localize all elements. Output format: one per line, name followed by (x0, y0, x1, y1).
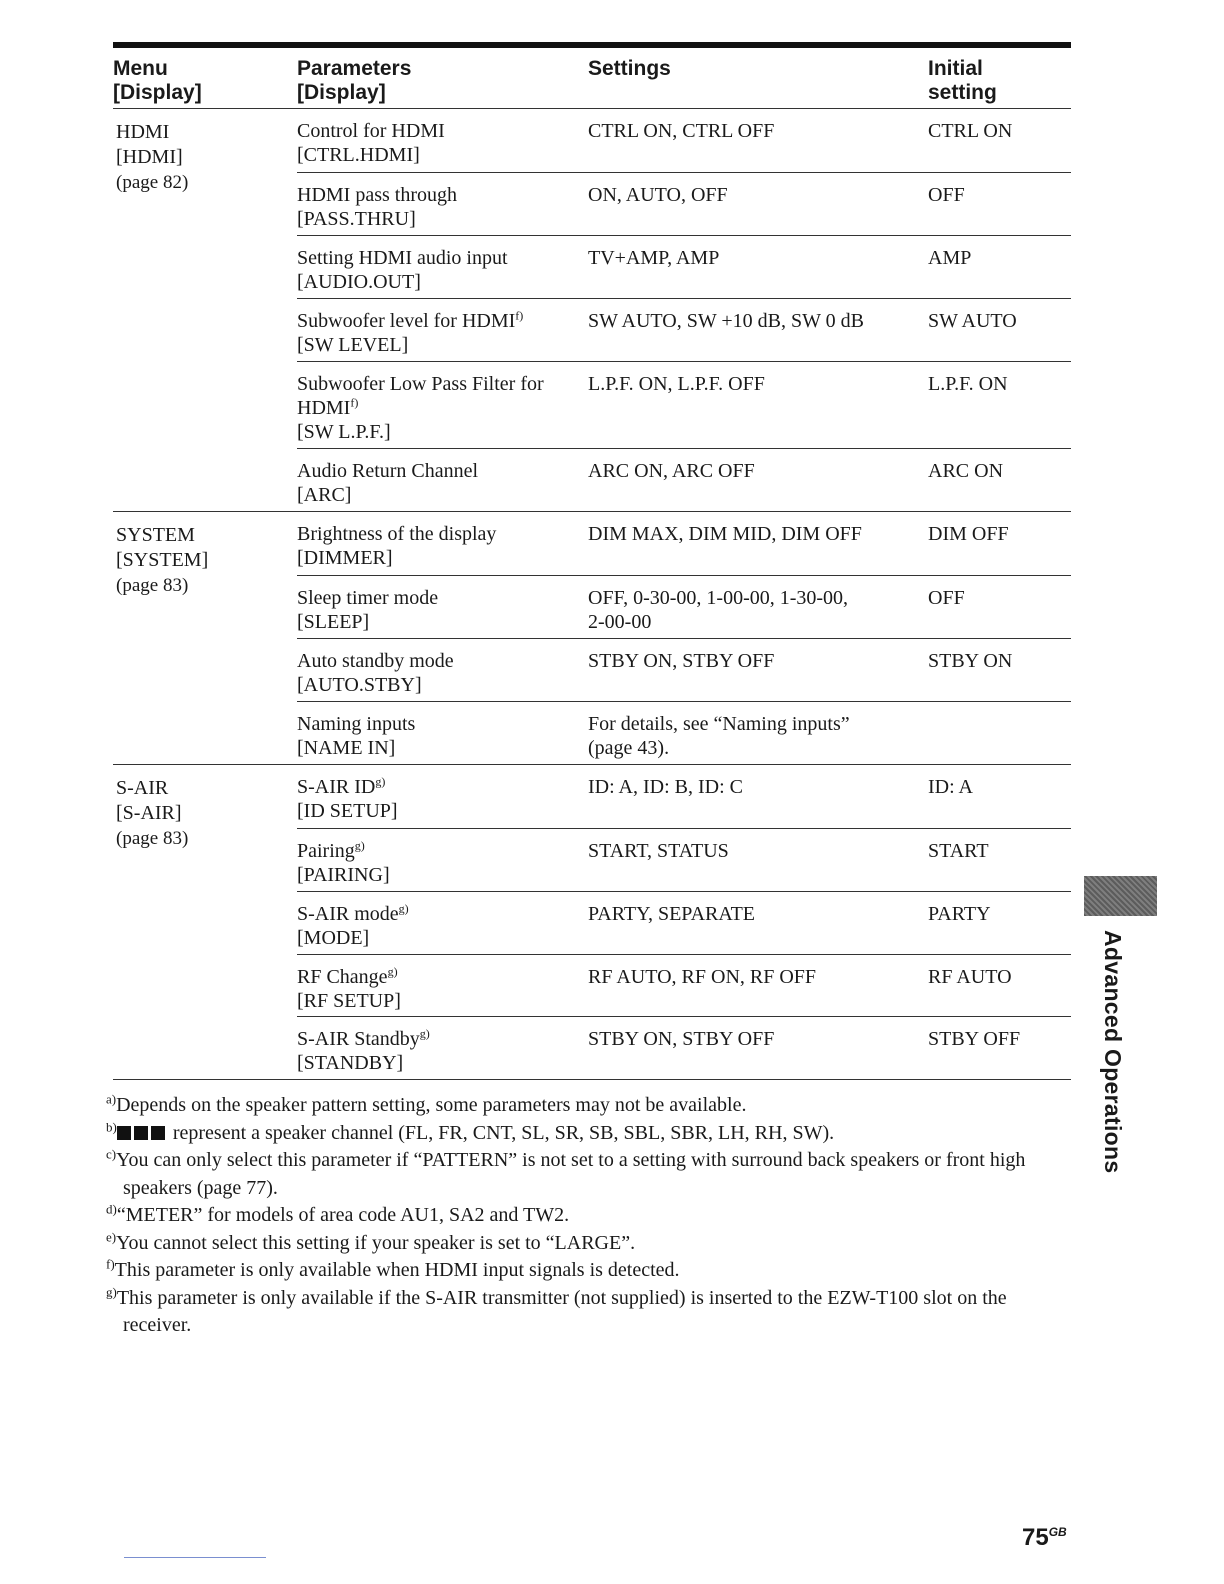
parameter-name-line (297, 396, 588, 420)
parameter-name-line (297, 775, 588, 799)
initial-setting-cell: ID: A (928, 776, 973, 798)
header-menu: Menu [Display] (113, 57, 202, 104)
parameter-name: Naming inputs (297, 713, 416, 735)
settings-cell: L.P.F. ON, L.P.F. OFF (588, 373, 765, 395)
parameter-name-line (297, 183, 588, 207)
parameter-name: Sleep timer mode (297, 587, 439, 609)
footnote-mark: d) (106, 1201, 117, 1217)
square-glyph (134, 1126, 148, 1140)
parameter-cell (297, 639, 588, 701)
footnote (106, 1202, 1066, 1230)
menu-group (113, 109, 1071, 512)
footnote-text: represent a speaker channel (FL, FR, CNT, SL, SR, SB, SBL, SBR, LH, RH, SW). (172, 1121, 835, 1144)
footnote-text: This parameter is only available if the S-AIR transmitter (not supplied) is inserted to the EZW-T100 slot on the receiver. (116, 1286, 1007, 1336)
settings-cell: DIM MAX, DIM MID, DIM OFF (588, 523, 862, 545)
settings-cell: ID: A, ID: B, ID: C (588, 776, 743, 798)
settings-cell: RF AUTO, RF ON, RF OFF (588, 966, 817, 988)
parameter-cell (297, 299, 588, 361)
footnote (106, 1285, 1066, 1340)
initial-setting-cell: DIM OFF (928, 523, 1009, 545)
settings-cell: STBY ON, STBY OFF (588, 1028, 775, 1050)
initial-setting-cell: AMP (928, 247, 972, 269)
menu-group (113, 512, 1071, 765)
footnote-text: Depends on the speaker pattern setting, some parameters may not be available. (116, 1094, 747, 1116)
parameter-name: RF Change (297, 966, 388, 988)
table-row (297, 575, 1071, 638)
parameter-display: [CTRL.HDMI] (297, 144, 420, 166)
footnote-text: You can only select this parameter if “PATTERN” is not set to a setting with surround back speakers or front high speakers (page 77). (116, 1149, 1026, 1199)
header-parameters: Parameters [Display] (297, 57, 412, 104)
header-settings: Settings (588, 57, 671, 80)
initial-setting-cell: START (928, 840, 989, 862)
initial-setting-cell: OFF (928, 587, 965, 609)
parameter-rows (297, 765, 1071, 1079)
footnote-ref: g) (419, 1026, 430, 1041)
parameter-rows (297, 109, 1071, 511)
parameter-name: S-AIR ID (297, 776, 376, 798)
parameter-display: [SLEEP] (297, 611, 370, 633)
menu-cell (113, 765, 297, 1079)
footnote-ref: f) (350, 395, 359, 410)
table-header (113, 48, 1071, 109)
table-row (297, 172, 1071, 235)
parameter-name-line (297, 246, 588, 270)
parameter-name: Control for HDMI (297, 120, 445, 142)
menu-cell (113, 512, 297, 764)
footnote (106, 1230, 1066, 1258)
table-row (297, 638, 1071, 701)
parameter-display: [ID SETUP] (297, 800, 398, 822)
parameter-display: [ARC] (297, 484, 352, 506)
parameter-display: [SW L.P.F.] (297, 421, 391, 443)
menu-name: HDMI [HDMI] (116, 121, 183, 168)
settings-cell: TV+AMP, AMP (588, 247, 720, 269)
parameter-display: [PAIRING] (297, 864, 390, 886)
parameter-name-line (297, 1027, 588, 1051)
section-tab-marker (1084, 876, 1157, 916)
footnote-ref: g) (398, 901, 409, 916)
parameter-display: [RF SETUP] (297, 990, 401, 1012)
parameter-cell (297, 702, 588, 764)
table-body (113, 109, 1071, 1080)
parameter-name-line (297, 522, 588, 546)
menu-group (113, 765, 1071, 1080)
bottom-rule (124, 1557, 266, 1558)
parameter-rows (297, 512, 1071, 764)
parameter-name: S-AIR mode (297, 903, 399, 925)
initial-setting-cell: SW AUTO (928, 310, 1017, 332)
parameter-name: Subwoofer level for HDMI (297, 310, 516, 332)
parameter-name: HDMI pass through (297, 184, 457, 206)
table-row (297, 765, 1071, 828)
table-row (297, 361, 1071, 448)
parameter-cell (297, 576, 588, 638)
menu-page-ref: (page 83) (116, 828, 189, 849)
table-row (297, 828, 1071, 891)
parameter-cell (297, 109, 588, 172)
parameter-name-line (297, 459, 588, 483)
footnote-mark: e) (106, 1228, 117, 1244)
table-row (297, 448, 1071, 511)
section-side-label-text: Advanced Operations (1100, 930, 1126, 1174)
footnote-mark: g) (106, 1283, 117, 1299)
footnote (106, 1092, 1066, 1120)
settings-cell: For details, see “Naming inputs” (page 43). (588, 713, 850, 759)
menu-page-ref: (page 82) (116, 172, 189, 193)
table-row (297, 891, 1071, 954)
parameter-name-line (297, 309, 588, 333)
table-row (297, 1016, 1071, 1079)
parameter-name: Audio Return Channel (297, 460, 479, 482)
settings-cell: OFF, 0-30-00, 1-00-00, 1-30-00, 2-00-00 (588, 587, 849, 633)
initial-setting-cell: PARTY (928, 903, 991, 925)
table-row (297, 235, 1071, 298)
page-number-value: 75 (1022, 1524, 1049, 1551)
parameter-name: Auto standby mode (297, 650, 454, 672)
parameter-name: S-AIR Standby (297, 1028, 420, 1050)
parameter-display: [PASS.THRU] (297, 208, 416, 230)
footnotes (106, 1092, 1066, 1340)
square-glyph (151, 1126, 165, 1140)
parameter-name-line (297, 965, 588, 989)
footnote-text: You cannot select this setting if your speaker is set to “LARGE”. (116, 1231, 636, 1254)
settings-cell: PARTY, SEPARATE (588, 903, 756, 925)
parameter-cell (297, 892, 588, 954)
parameter-name: Pairing (297, 840, 355, 862)
parameter-display: [SW LEVEL] (297, 334, 409, 356)
footnote-mark: b) (106, 1118, 117, 1134)
footnote-mark: c) (106, 1146, 117, 1162)
parameter-name-line (297, 119, 588, 143)
parameter-display: [NAME IN] (297, 737, 396, 759)
page-number (1022, 1524, 1067, 1552)
settings-cell: ARC ON, ARC OFF (588, 460, 755, 482)
footnote-text: This parameter is only available when HDMI input signals is detected. (114, 1259, 680, 1281)
table-row (297, 109, 1071, 172)
parameter-name-line (297, 372, 588, 396)
initial-setting-cell: OFF (928, 184, 965, 206)
table-row (297, 701, 1071, 764)
menu-page-ref: (page 83) (116, 575, 189, 596)
parameter-name-cont: HDMI (297, 397, 351, 419)
footnote-mark: a) (106, 1091, 117, 1107)
initial-setting-cell: RF AUTO (928, 966, 1012, 988)
parameter-cell (297, 765, 588, 828)
initial-setting-cell: L.P.F. ON (928, 373, 1008, 395)
menu-name: S-AIR [S-AIR] (116, 777, 182, 824)
parameter-cell (297, 829, 588, 891)
parameter-display: [MODE] (297, 927, 370, 949)
initial-setting-cell: STBY ON (928, 650, 1013, 672)
parameter-cell (297, 1017, 588, 1079)
parameter-cell (297, 449, 588, 511)
table-row (297, 512, 1071, 575)
footnote-text: “METER” for models of area code AU1, SA2 and TW2. (116, 1204, 570, 1226)
parameter-cell (297, 173, 588, 235)
menu-name: SYSTEM [SYSTEM] (116, 524, 209, 571)
parameter-name: Subwoofer Low Pass Filter for (297, 373, 544, 395)
square-glyph (117, 1126, 131, 1140)
parameter-name: Setting HDMI audio input (297, 247, 508, 269)
parameter-display: [STANDBY] (297, 1052, 404, 1074)
settings-table (113, 42, 1071, 1080)
parameter-cell (297, 955, 588, 1016)
settings-cell: CTRL ON, CTRL OFF (588, 120, 775, 142)
parameter-display: [AUTO.STBY] (297, 674, 422, 696)
footnote-mark: f) (106, 1256, 115, 1272)
settings-cell: STBY ON, STBY OFF (588, 650, 775, 672)
parameter-name-line (297, 839, 588, 863)
footnote-ref: g) (387, 964, 398, 979)
initial-setting-cell: CTRL ON (928, 120, 1013, 142)
parameter-name: Brightness of the display (297, 523, 497, 545)
parameter-display: [AUDIO.OUT] (297, 271, 421, 293)
initial-setting-cell: ARC ON (928, 460, 1004, 482)
initial-setting-cell: STBY OFF (928, 1028, 1021, 1050)
speaker-channel-squares (117, 1122, 173, 1144)
parameter-display: [DIMMER] (297, 547, 393, 569)
parameter-name-line (297, 712, 588, 736)
footnote (106, 1257, 1066, 1285)
settings-cell: ON, AUTO, OFF (588, 184, 728, 206)
settings-cell: START, STATUS (588, 840, 729, 862)
menu-cell (113, 109, 297, 511)
parameter-cell (297, 362, 588, 448)
section-side-label (1092, 930, 1130, 1190)
footnote-ref: g) (354, 838, 365, 853)
footnote-ref: g) (375, 774, 386, 789)
parameter-name-line (297, 586, 588, 610)
initial-setting-cell (928, 702, 1071, 764)
header-initial-setting: Initial setting (928, 57, 997, 104)
settings-cell: SW AUTO, SW +10 dB, SW 0 dB (588, 310, 864, 332)
footnote-ref: f) (515, 308, 524, 323)
parameter-cell (297, 512, 588, 575)
page-number-suffix: GB (1048, 1525, 1067, 1539)
footnote (106, 1120, 1066, 1148)
parameter-name-line (297, 902, 588, 926)
table-row (297, 954, 1071, 1016)
table-row (297, 298, 1071, 361)
footnote (106, 1147, 1066, 1202)
parameter-cell (297, 236, 588, 298)
parameter-name-line (297, 649, 588, 673)
